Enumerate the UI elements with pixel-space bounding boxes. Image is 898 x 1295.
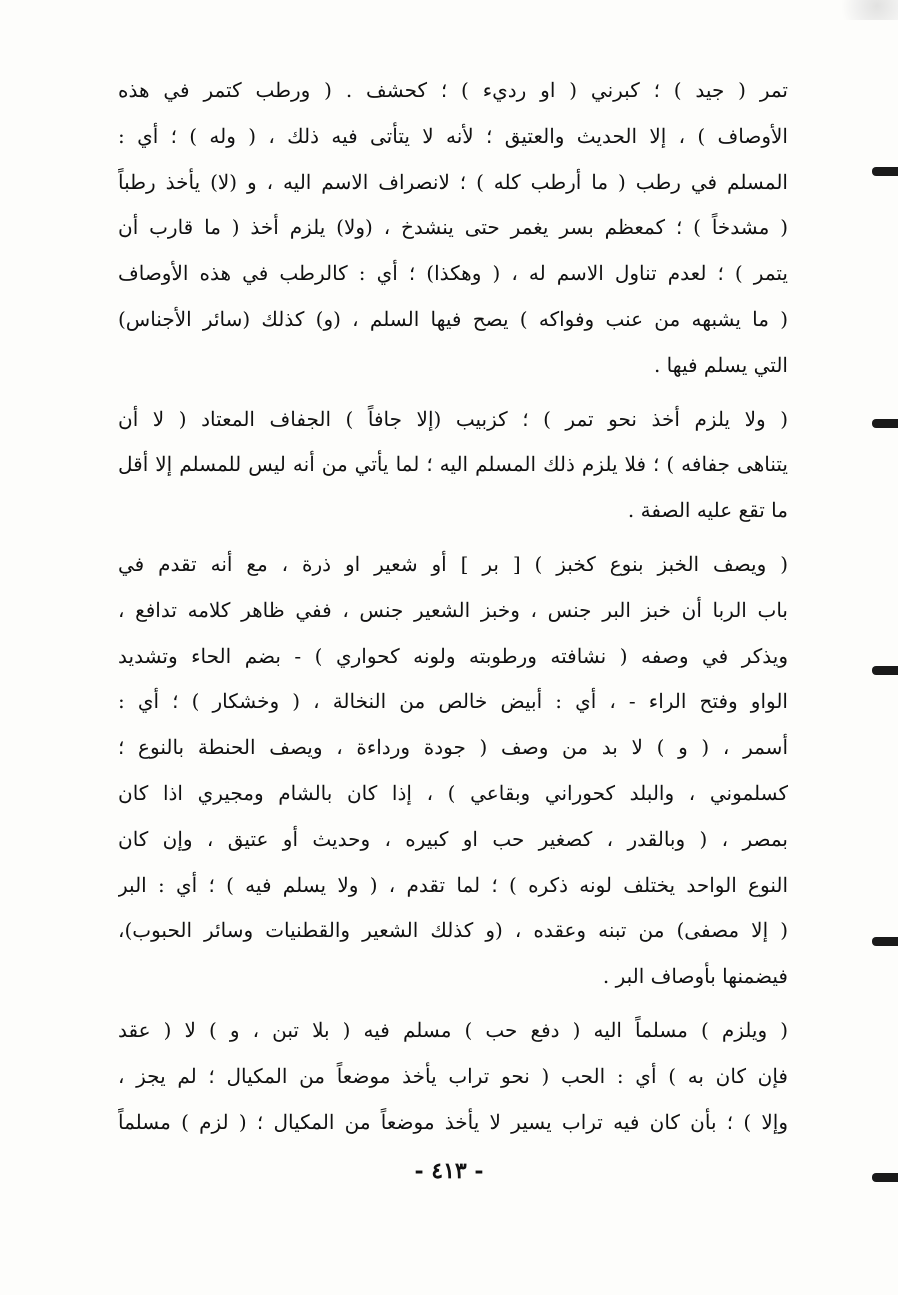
- text-line: ويذكر في وصفه ( نشافته ورطوبته ولونه كحواري ) - بضم الحاء وتشديد: [118, 643, 788, 668]
- text-line: المسلم في رطب ( ما أرطب كله ) ؛ لانصراف الاسم اليه ، و (لا) يأخذ رطباً: [118, 169, 788, 194]
- text-line: الواو وفتح الراء - ، أي : أبيض خالص من النخالة ، ( وخشكار ) ؛ أي :: [118, 689, 788, 714]
- text-line: كسلموني ، والبلد كحوراني وبقاعي ) ، إذا كان بالشام ومجيري اذا كان: [118, 780, 788, 805]
- text-line: ( مشدخاً ) ؛ كمعظم بسر يغمر حتى ينشدخ ، (ولا) يلزم أخذ ( ما قارب أن: [118, 215, 788, 240]
- text-line: بمصر ، ( وبالقدر ، كصغير حب او كبيره ، وحديث أو عتيق ، وإن كان: [118, 826, 788, 851]
- edge-tab-mark: [872, 937, 898, 946]
- edge-tab-mark: [872, 666, 898, 675]
- text-line: وإلا ) ؛ بأن كان فيه تراب يسير لا يأخذ موضعاً من المكيال ؛ ( لزم ) مسلماً: [118, 1109, 788, 1134]
- text-line: ( إلا مصفى) من تبنه وعقده ، (و كذلك الشعير والقطنيات وسائر الحبوب)،: [118, 918, 788, 943]
- text-line: فإن كان به ) أي : الحب ( نحو تراب يأخذ موضعاً من المكيال ؛ لم يجز ،: [118, 1063, 788, 1088]
- scan-speck: [828, 0, 898, 20]
- text-line: ما تقع عليه الصفة .: [627, 498, 788, 523]
- text-line: يتمر ) ؛ لعدم تناول الاسم له ، ( وهكذا) ؛ أي : كالرطب في هذه الأوصاف: [118, 261, 788, 286]
- text-line: ( ويلزم ) مسلماً اليه ( دفع حب ) مسلم فيه ( بلا تبن ، و ) لا ( عقد: [118, 1017, 788, 1042]
- text-line: النوع الواحد يختلف لونه ذكره ) ؛ لما تقدم ، ( ولا يسلم فيه ) ؛ أي : البر: [118, 872, 788, 897]
- text-line: ( ويصف الخبز بنوع كخبز ) [ بر ] أو شعير او ذرة ، مع أنه تقدم في: [118, 551, 788, 576]
- page-number: - ٤١٣ -: [414, 1158, 484, 1184]
- text-line: أسمر ، ( و ) لا بد من وصف ( جودة ورداءة ، ويصف الحنطة بالنوع ؛: [118, 735, 788, 760]
- text-line: تمر ( جيد ) ؛ كبرني ( او رديء ) ؛ كحشف . ( ورطب كتمر في هذه: [118, 78, 788, 102]
- page-body-text: [118, 68, 788, 1145]
- text-line: ( ما يشبهه من عنب وفواكه ) يصح فيها السلم ، (و) كذلك (سائر الأجناس): [118, 306, 788, 331]
- text-line: ( ولا يلزم أخذ نحو تمر ) ؛ كزبيب (إلا جافاً ) الجفاف المعتاد ( لا أن: [118, 406, 788, 431]
- edge-tab-mark: [872, 419, 898, 428]
- text-line: التي يسلم فيها .: [653, 352, 788, 377]
- text-line: باب الربا أن خبز البر جنس ، وخبز الشعير جنس ، ففي ظاهر كلامه تدافع ،: [118, 597, 788, 622]
- text-line: فيضمنها بأوصاف البر .: [602, 964, 788, 989]
- edge-tab-mark: [872, 167, 898, 176]
- text-line: الأوصاف ) ، إلا الحديث والعتيق ؛ لأنه لا يتأتى فيه ذلك ، ( وله ) ؛ أي :: [118, 123, 788, 148]
- edge-tab-mark: [872, 1173, 898, 1182]
- text-line: يتناهى جفافه ) ؛ فلا يلزم ذلك المسلم اليه ؛ لما يأتي من أنه ليس للمسلم إلا أقل: [118, 452, 788, 477]
